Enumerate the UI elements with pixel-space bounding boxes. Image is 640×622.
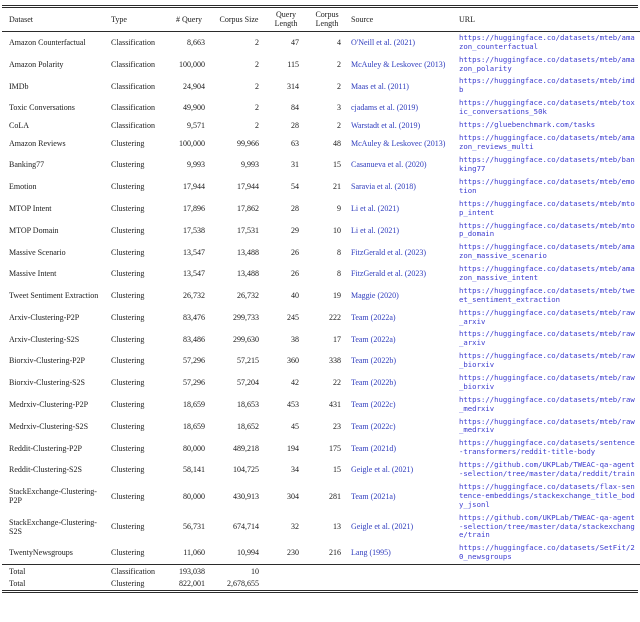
cell-query-length: 314 bbox=[287, 81, 299, 91]
column-header-corpus-length: Corpus Length bbox=[306, 8, 348, 31]
cell-corpus-length: 2 bbox=[337, 121, 341, 130]
cell-type: Clustering bbox=[111, 378, 145, 388]
url-link[interactable]: https://huggingface.co/datasets/mteb/emotion bbox=[459, 177, 635, 195]
cell-corpus-size: 2 bbox=[255, 103, 259, 113]
cell-corpus-size: 674,714 bbox=[233, 522, 259, 532]
table-row bbox=[2, 481, 640, 512]
cell-url bbox=[456, 54, 640, 76]
cell-query: 11,060 bbox=[166, 542, 212, 564]
cell-dataset: IMDb bbox=[9, 81, 29, 91]
total-corpus-size: 10 bbox=[251, 566, 259, 576]
cell-query-length: 28 bbox=[291, 121, 299, 130]
table-bottom-rule bbox=[2, 590, 638, 593]
total-query: 193,038 bbox=[179, 566, 205, 576]
cell-query: 13,547 bbox=[183, 269, 205, 279]
total-url bbox=[456, 578, 640, 590]
cell-corpus-size: 99,966 bbox=[237, 138, 259, 148]
cell-dataset: Biorxiv-Clustering-P2P bbox=[9, 356, 86, 366]
table-row bbox=[2, 97, 640, 119]
citation-link[interactable]: Team (2022a) bbox=[351, 334, 396, 344]
cell-type: Clustering bbox=[111, 225, 145, 235]
cell-source bbox=[348, 459, 456, 481]
table-row bbox=[2, 459, 640, 481]
citation-link[interactable]: Team (2022b) bbox=[351, 378, 396, 388]
citation-link[interactable]: Team (2022b) bbox=[351, 356, 396, 366]
cell-query-length: 29 bbox=[291, 225, 299, 235]
cell-url bbox=[456, 328, 640, 350]
cell-type: Clustering bbox=[111, 522, 145, 532]
cell-query: 58,141 bbox=[183, 465, 205, 475]
url-link[interactable]: https://huggingface.co/datasets/mteb/banking77 bbox=[459, 155, 635, 174]
datasets-table bbox=[2, 8, 640, 590]
cell-type: Clustering bbox=[111, 203, 145, 213]
table-row bbox=[2, 437, 640, 459]
cell-type: Clustering bbox=[111, 138, 145, 148]
cell-query: 24,904 bbox=[183, 81, 205, 91]
cell-corpus-length: 2 bbox=[337, 81, 341, 91]
cell-query: 100,000 bbox=[179, 59, 205, 69]
cell-type: Clustering bbox=[111, 312, 145, 322]
table-row bbox=[2, 542, 640, 564]
cell-source bbox=[348, 542, 456, 564]
cell-url bbox=[456, 285, 640, 307]
cell-query-length: 45 bbox=[291, 421, 299, 431]
cell-corpus-length: 22 bbox=[333, 378, 341, 388]
column-header-url: URL bbox=[456, 8, 640, 31]
total-corpus-length bbox=[306, 578, 348, 590]
citation-link[interactable]: McAuley & Leskovec (2013) bbox=[351, 59, 446, 69]
cell-corpus-size: 17,944 bbox=[237, 182, 259, 192]
cell-url bbox=[456, 459, 640, 481]
cell-query: 17,538 bbox=[183, 225, 205, 235]
url-link[interactable]: https://huggingface.co/datasets/flax-sentence-embeddings/stackexchange_title_body_jsonl bbox=[459, 481, 635, 509]
cell-corpus-length: 175 bbox=[329, 443, 341, 453]
cell-dataset: Tweet Sentiment Extraction bbox=[9, 291, 99, 301]
citation-link[interactable]: Maggie (2020) bbox=[351, 291, 399, 301]
citation-link[interactable]: Geigle et al. (2021) bbox=[351, 465, 414, 475]
cell-url bbox=[456, 132, 640, 154]
cell-type: Classification bbox=[111, 38, 155, 48]
cell-source bbox=[348, 481, 456, 512]
cell-corpus-length: 9 bbox=[337, 203, 341, 213]
cell-query: 8,663 bbox=[187, 38, 205, 48]
citation-link[interactable]: Li et al. (2021) bbox=[351, 225, 399, 235]
cell-url bbox=[456, 372, 640, 394]
cell-query-length: 42 bbox=[291, 378, 299, 388]
total-row bbox=[2, 578, 640, 590]
cell-type: Clustering bbox=[111, 421, 145, 431]
cell-corpus-size: 17,531 bbox=[237, 225, 259, 235]
cell-dataset: MTOP Domain bbox=[9, 225, 59, 235]
cell-corpus-length: 2 bbox=[337, 59, 341, 69]
cell-corpus-size: 26,732 bbox=[237, 291, 259, 301]
url-link[interactable]: https://huggingface.co/datasets/mteb/raw_arxiv bbox=[459, 307, 635, 326]
table-row bbox=[2, 220, 640, 242]
url-link[interactable]: https://gluebenchmark.com/tasks bbox=[459, 120, 596, 130]
cell-query-length: 40 bbox=[291, 291, 299, 301]
url-link[interactable]: https://huggingface.co/datasets/mteb/raw_biorxiv bbox=[459, 373, 635, 391]
cell-query: 17,944 bbox=[183, 182, 205, 192]
cell-dataset: Arxiv-Clustering-P2P bbox=[9, 312, 80, 322]
cell-query: 9,571 bbox=[187, 121, 205, 130]
citation-link[interactable]: Team (2022c) bbox=[351, 399, 396, 409]
url-link[interactable]: https://huggingface.co/datasets/mteb/amazon_reviews_multi bbox=[459, 133, 635, 152]
cell-query-length: 34 bbox=[291, 465, 299, 475]
total-label: Total bbox=[9, 579, 26, 588]
cell-source bbox=[348, 394, 456, 416]
cell-corpus-size: 104,725 bbox=[233, 465, 259, 475]
cell-url bbox=[456, 119, 640, 132]
cell-query-length: 245 bbox=[287, 312, 299, 322]
cell-url bbox=[456, 437, 640, 459]
citation-link[interactable]: Team (2022a) bbox=[351, 312, 396, 322]
cell-query-length: 230 bbox=[266, 542, 306, 564]
cell-source bbox=[348, 154, 456, 176]
cell-corpus-length: 216 bbox=[306, 542, 348, 564]
url-link[interactable]: https://huggingface.co/datasets/mteb/raw_biorxiv bbox=[459, 351, 635, 370]
cell-dataset: CoLA bbox=[9, 121, 29, 130]
cell-dataset: Reddit-Clustering-P2P bbox=[9, 443, 82, 453]
cell-corpus-length: 15 bbox=[333, 465, 341, 475]
cell-source bbox=[348, 132, 456, 154]
cell-type: Clustering bbox=[111, 247, 145, 257]
cell-corpus-length: 338 bbox=[329, 356, 341, 366]
cell-corpus-length: 15 bbox=[333, 160, 341, 170]
table-row bbox=[2, 285, 640, 307]
citation-link[interactable]: McAuley & Leskovec (2013) bbox=[351, 138, 446, 148]
cell-dataset: Massive Intent bbox=[9, 269, 57, 279]
cell-dataset: StackExchange-Clustering-P2P bbox=[9, 486, 97, 506]
cell-url bbox=[456, 307, 640, 329]
cell-dataset: Medrxiv-Clustering-S2S bbox=[9, 421, 89, 431]
cell-dataset: Arxiv-Clustering-S2S bbox=[9, 334, 80, 344]
total-query-length bbox=[266, 578, 306, 590]
cell-source bbox=[348, 372, 456, 394]
table-row bbox=[2, 394, 640, 416]
url-link[interactable]: https://huggingface.co/datasets/sentence-transformers/reddit-title-body bbox=[459, 438, 635, 457]
cell-corpus-size: 13,488 bbox=[237, 269, 259, 279]
cell-url bbox=[456, 154, 640, 176]
table-totals bbox=[2, 565, 640, 590]
cell-query: 13,547 bbox=[183, 247, 205, 257]
total-query-length bbox=[266, 565, 306, 578]
cell-type: Clustering bbox=[111, 160, 145, 170]
cell-corpus-size: 57,204 bbox=[237, 378, 259, 388]
cell-dataset: Banking77 bbox=[9, 160, 45, 170]
cell-corpus-size: 430,913 bbox=[233, 491, 259, 501]
cell-dataset: Amazon Reviews bbox=[9, 138, 66, 148]
cell-url bbox=[456, 176, 640, 198]
cell-source bbox=[348, 437, 456, 459]
cell-corpus-length: 4 bbox=[337, 38, 341, 48]
cell-type: Clustering bbox=[111, 334, 145, 344]
url-link[interactable]: https://github.com/UKPLab/TWEAC-qa-agent-selection/tree/master/data/reddit/train bbox=[459, 460, 635, 479]
cell-url bbox=[456, 198, 640, 220]
table-row bbox=[2, 198, 640, 220]
cell-query: 83,476 bbox=[183, 312, 205, 322]
cell-dataset: Massive Scenario bbox=[9, 247, 66, 257]
cell-url bbox=[456, 350, 640, 372]
cell-type: Clustering bbox=[111, 182, 145, 192]
cell-query: 57,296 bbox=[183, 356, 205, 366]
cell-corpus-size: 2 bbox=[255, 121, 259, 130]
citation-link[interactable]: Li et al. (2021) bbox=[351, 203, 399, 213]
citation-link[interactable]: FitzGerald et al. (2023) bbox=[351, 269, 427, 279]
cell-source bbox=[348, 31, 456, 53]
cell-query: 83,486 bbox=[183, 334, 205, 344]
cell-dataset: Biorxiv-Clustering-S2S bbox=[9, 378, 86, 388]
table-row bbox=[2, 350, 640, 372]
cell-dataset: Emotion bbox=[9, 182, 37, 192]
total-type: Classification bbox=[111, 566, 155, 576]
column-header-dataset: Dataset bbox=[2, 8, 108, 31]
cell-query: 17,896 bbox=[183, 203, 205, 213]
column-header-query: # Query bbox=[166, 8, 212, 31]
cell-dataset: Medrxiv-Clustering-P2P bbox=[9, 399, 89, 409]
cell-corpus-size: 299,630 bbox=[233, 334, 259, 344]
cell-type: Classification bbox=[111, 59, 155, 69]
cell-source bbox=[348, 241, 456, 263]
url-link[interactable]: https://huggingface.co/datasets/mteb/amazon_massive_scenario bbox=[459, 242, 635, 261]
cell-query: 80,000 bbox=[183, 443, 205, 453]
cell-source bbox=[348, 285, 456, 307]
cell-url bbox=[456, 394, 640, 416]
cell-query-length: 28 bbox=[291, 203, 299, 213]
table-header bbox=[2, 8, 640, 31]
citation-link[interactable]: Team (2021a) bbox=[351, 491, 396, 501]
url-link[interactable]: https://github.com/UKPLab/TWEAC-qa-agent-selection/tree/master/data/stackexchange/train bbox=[459, 512, 635, 540]
cell-dataset: Amazon Counterfactual bbox=[9, 38, 86, 48]
table-row bbox=[2, 416, 640, 438]
url-link[interactable]: https://huggingface.co/datasets/mteb/imdb bbox=[459, 76, 635, 95]
cell-corpus-length: 222 bbox=[329, 312, 341, 322]
table-row bbox=[2, 176, 640, 198]
cell-url bbox=[456, 416, 640, 438]
table-row bbox=[2, 263, 640, 285]
cell-source bbox=[348, 75, 456, 97]
cell-corpus-size: 2 bbox=[255, 38, 259, 48]
cell-source bbox=[348, 198, 456, 220]
cell-corpus-length: 431 bbox=[329, 399, 341, 409]
cell-query-length: 32 bbox=[291, 522, 299, 532]
table-row bbox=[2, 372, 640, 394]
cell-query: 26,732 bbox=[183, 291, 205, 301]
column-header-query-length: Query Length bbox=[266, 8, 306, 31]
cell-query: 49,900 bbox=[183, 103, 205, 113]
total-type: Clustering bbox=[111, 579, 145, 588]
total-corpus-length bbox=[306, 565, 348, 578]
cell-type: Classification bbox=[111, 81, 155, 91]
cell-type: Clustering bbox=[111, 356, 145, 366]
table-row bbox=[2, 31, 640, 53]
cell-type: Clustering bbox=[111, 399, 145, 409]
cell-corpus-size: 2 bbox=[255, 81, 259, 91]
cell-query-length: 26 bbox=[291, 269, 299, 279]
cell-corpus-length: 17 bbox=[333, 334, 341, 344]
cell-dataset: TwentyNewsgroups bbox=[2, 542, 108, 564]
cell-corpus-length: 10 bbox=[333, 225, 341, 235]
column-header-corpus-size: Corpus Size bbox=[212, 8, 266, 31]
total-corpus-size: 2,678,655 bbox=[227, 579, 259, 588]
cell-source bbox=[348, 54, 456, 76]
cell-type: Clustering bbox=[111, 269, 145, 279]
cell-dataset: Reddit-Clustering-S2S bbox=[9, 465, 82, 475]
cell-url bbox=[456, 241, 640, 263]
cell-corpus-size: 13,488 bbox=[237, 247, 259, 257]
cell-query: 9,993 bbox=[187, 160, 205, 170]
cell-query-length: 360 bbox=[287, 356, 299, 366]
cell-type: Classification bbox=[111, 121, 155, 130]
cell-type: Clustering bbox=[111, 291, 145, 301]
cell-query: 56,731 bbox=[183, 522, 205, 532]
citation-link[interactable]: cjadams et al. (2019) bbox=[351, 103, 419, 113]
cell-source bbox=[348, 307, 456, 329]
cell-source bbox=[348, 220, 456, 242]
url-link[interactable]: https://huggingface.co/datasets/mteb/amazon_massive_intent bbox=[459, 264, 635, 283]
cell-corpus-length: 19 bbox=[333, 291, 341, 301]
cell-corpus-length: 281 bbox=[329, 491, 341, 501]
header-row bbox=[2, 8, 640, 31]
cell-url bbox=[456, 263, 640, 285]
table-row bbox=[2, 75, 640, 97]
cell-url bbox=[456, 220, 640, 242]
cell-corpus-length: 8 bbox=[337, 247, 341, 257]
url-link[interactable]: https://huggingface.co/datasets/mteb/tweet_sentiment_extraction bbox=[459, 285, 635, 304]
total-url bbox=[456, 565, 640, 578]
table-body bbox=[2, 31, 640, 564]
cell-query-length: 26 bbox=[291, 247, 299, 257]
cell-corpus-size: 10,994 bbox=[212, 542, 266, 564]
table-row bbox=[2, 54, 640, 76]
cell-query-length: 38 bbox=[291, 334, 299, 344]
total-source bbox=[348, 565, 456, 578]
cell-corpus-size: 18,652 bbox=[237, 421, 259, 431]
cell-query: 80,000 bbox=[183, 491, 205, 501]
cell-query-length: 304 bbox=[287, 491, 299, 501]
cell-corpus-length: 21 bbox=[333, 182, 341, 192]
cell-url bbox=[456, 542, 640, 564]
cell-url bbox=[456, 97, 640, 119]
table-row bbox=[2, 328, 640, 350]
cell-query: 18,659 bbox=[183, 399, 205, 409]
cell-type: Clustering bbox=[111, 491, 145, 501]
cell-query-length: 194 bbox=[287, 443, 299, 453]
cell-type: Classification bbox=[111, 103, 155, 113]
cell-query-length: 63 bbox=[291, 138, 299, 148]
url-link[interactable]: https://huggingface.co/datasets/mteb/raw_arxiv bbox=[459, 329, 635, 348]
cell-corpus-length: 3 bbox=[337, 103, 341, 113]
cell-corpus-length: 48 bbox=[333, 138, 341, 148]
cell-source bbox=[348, 350, 456, 372]
cell-query-length: 47 bbox=[291, 38, 299, 48]
cell-corpus-size: 57,215 bbox=[237, 356, 259, 366]
url-link[interactable]: https://huggingface.co/datasets/mteb/raw_medrxiv bbox=[459, 416, 635, 435]
cell-corpus-size: 299,733 bbox=[233, 312, 259, 322]
cell-source bbox=[348, 512, 456, 543]
cell-type: Clustering bbox=[111, 465, 145, 475]
total-row bbox=[2, 565, 640, 578]
citation-link[interactable]: Team (2021d) bbox=[351, 443, 396, 453]
url-link[interactable]: https://huggingface.co/datasets/mteb/mtop_domain bbox=[459, 220, 635, 239]
citation-link[interactable]: Casanueva et al. (2020) bbox=[351, 160, 427, 170]
cell-dataset: Amazon Polarity bbox=[9, 59, 64, 69]
citation-link[interactable]: O'Neill et al. (2021) bbox=[351, 38, 416, 48]
cell-type: Clustering bbox=[111, 443, 145, 453]
cell-corpus-size: 9,993 bbox=[241, 160, 259, 170]
table-row bbox=[2, 512, 640, 543]
citation-link[interactable]: Team (2022c) bbox=[351, 421, 396, 431]
url-link[interactable]: https://huggingface.co/datasets/mteb/raw_medrxiv bbox=[459, 394, 635, 413]
cell-source bbox=[348, 176, 456, 198]
table-row bbox=[2, 119, 640, 132]
cell-query-length: 115 bbox=[287, 59, 299, 69]
url-link[interactable]: https://huggingface.co/datasets/mteb/mtop_intent bbox=[459, 198, 635, 217]
total-query: 822,001 bbox=[179, 579, 205, 588]
citation-link[interactable]: Geigle et al. (2021) bbox=[351, 522, 414, 532]
cell-corpus-size: 2 bbox=[255, 59, 259, 69]
cell-source bbox=[348, 263, 456, 285]
cell-dataset: MTOP Intent bbox=[9, 203, 52, 213]
cell-url bbox=[456, 512, 640, 543]
cell-query: 100,000 bbox=[179, 138, 205, 148]
cell-url bbox=[456, 31, 640, 53]
url-link[interactable]: https://huggingface.co/datasets/mteb/amazon_counterfactual bbox=[459, 32, 635, 51]
cell-query-length: 54 bbox=[291, 182, 299, 192]
cell-type: Clustering bbox=[108, 542, 166, 564]
citation-link[interactable]: FitzGerald et al. (2023) bbox=[351, 247, 427, 257]
cell-source bbox=[348, 119, 456, 132]
total-source bbox=[348, 578, 456, 590]
table-row bbox=[2, 307, 640, 329]
cell-dataset: StackExchange-Clustering-S2S bbox=[9, 517, 97, 536]
cell-corpus-length: 23 bbox=[333, 421, 341, 431]
table-row bbox=[2, 132, 640, 154]
cell-query-length: 453 bbox=[287, 399, 299, 409]
cell-corpus-size: 17,862 bbox=[237, 203, 259, 213]
citation-link[interactable]: Saravia et al. (2018) bbox=[351, 182, 416, 192]
table-row bbox=[2, 154, 640, 176]
cell-query-length: 84 bbox=[291, 103, 299, 113]
url-link[interactable]: https://huggingface.co/datasets/mteb/toxic_conversations_50k bbox=[459, 98, 635, 117]
cell-query: 18,659 bbox=[183, 421, 205, 431]
cell-source bbox=[348, 97, 456, 119]
citation-link[interactable]: Maas et al. (2011) bbox=[351, 81, 409, 91]
url-link[interactable]: https://huggingface.co/datasets/mteb/amazon_polarity bbox=[459, 54, 635, 73]
cell-dataset: Toxic Conversations bbox=[9, 103, 75, 113]
citation-link[interactable]: Lang (1995) bbox=[351, 548, 391, 558]
cell-source bbox=[348, 416, 456, 438]
cell-url bbox=[456, 75, 640, 97]
cell-corpus-size: 18,653 bbox=[237, 399, 259, 409]
table-row bbox=[2, 241, 640, 263]
column-header-type: Type bbox=[108, 8, 166, 31]
cell-query: 57,296 bbox=[183, 378, 205, 388]
citation-link[interactable]: Warstadt et al. (2019) bbox=[351, 121, 421, 130]
cell-source bbox=[348, 328, 456, 350]
url-link[interactable]: https://huggingface.co/datasets/SetFit/20_newsgroups bbox=[459, 543, 635, 562]
cell-query-length: 31 bbox=[291, 160, 299, 170]
column-header-source: Source bbox=[348, 8, 456, 31]
total-label: Total bbox=[9, 566, 26, 576]
cell-url bbox=[456, 481, 640, 512]
cell-corpus-length: 13 bbox=[333, 522, 341, 532]
cell-corpus-size: 489,218 bbox=[233, 443, 259, 453]
cell-corpus-length: 8 bbox=[337, 269, 341, 279]
